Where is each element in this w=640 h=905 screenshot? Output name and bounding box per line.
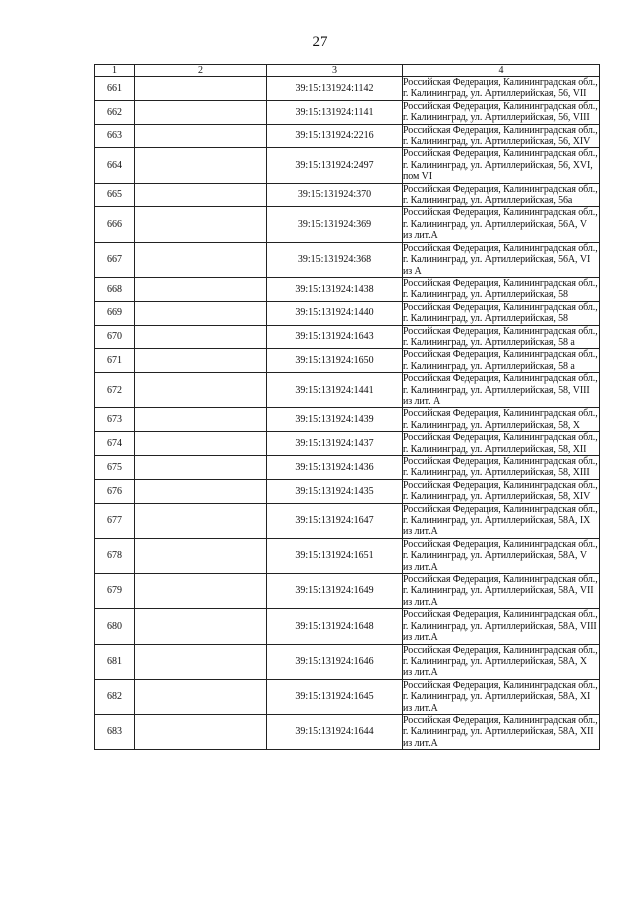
cadastral-number: 39:15:131924:1651 [267, 538, 403, 573]
cadastral-number: 39:15:131924:1438 [267, 277, 403, 301]
row-number: 677 [95, 503, 135, 538]
address-line: Российская Федерация, Калининградская обл., [403, 456, 598, 467]
address-line: г. Калининград, ул. Артиллерийская, 56, VIII [403, 112, 590, 124]
address-cell [403, 183, 600, 207]
address-line: г. Калининград, ул. Артиллерийская, 56А, VI [403, 254, 591, 266]
table-row [95, 574, 600, 609]
address-line: из лит.А [403, 596, 438, 608]
address-line: Российская Федерация, Калининградская обл., [403, 325, 598, 337]
empty-cell [135, 574, 267, 609]
table-row [95, 432, 600, 456]
cadastral-number: 39:15:131924:1142 [267, 77, 403, 101]
row-number: 678 [95, 538, 135, 573]
address-line: г. Калининград, ул. Артиллерийская, 58А, XI [403, 691, 591, 703]
address-cell [403, 503, 600, 538]
table-row [95, 100, 600, 124]
address-line: Российская Федерация, Калининградская обл., [403, 714, 598, 726]
address-cell [403, 301, 600, 325]
address-line: из А [403, 265, 422, 277]
table-header-row [95, 65, 600, 77]
empty-cell [135, 100, 267, 124]
address-line: Российская Федерация, Калининградская обл., [403, 301, 598, 313]
address-cell [403, 124, 600, 148]
cadastral-number: 39:15:131924:2216 [267, 124, 403, 148]
address-line: г. Калининград, ул. Артиллерийская, 58А, IX [403, 515, 591, 527]
address-cell [403, 538, 600, 573]
empty-cell [135, 325, 267, 349]
table-row [95, 503, 600, 538]
address-line: из лит.А [403, 526, 438, 538]
row-number: 667 [95, 242, 135, 277]
row-number: 676 [95, 479, 135, 503]
empty-cell [135, 538, 267, 573]
empty-cell [135, 479, 267, 503]
row-number: 666 [95, 207, 135, 242]
row-number: 661 [95, 77, 135, 101]
table-row [95, 479, 600, 503]
row-number: 681 [95, 644, 135, 679]
address-line: г. Калининград, ул. Артиллерийская, 58А, V [403, 550, 587, 562]
table-row [95, 301, 600, 325]
address-cell [403, 148, 600, 183]
address-cell [403, 207, 600, 242]
address-cell [403, 100, 600, 124]
empty-cell [135, 432, 267, 456]
empty-cell [135, 148, 267, 183]
cadastral-number: 39:15:131924:1435 [267, 479, 403, 503]
row-number: 679 [95, 574, 135, 609]
address-line: Российская Федерация, Калининградская обл., [403, 100, 598, 112]
empty-cell [135, 124, 267, 148]
table-row [95, 679, 600, 714]
table-row [95, 183, 600, 207]
cadastral-number: 39:15:131924:1437 [267, 432, 403, 456]
address-line: г. Калининград, ул. Артиллерийская, 58, VIII [403, 384, 590, 396]
address-line: г. Калининград, ул. Артиллерийская, 58А, XII [403, 726, 594, 738]
row-number: 683 [95, 714, 135, 749]
table-row [95, 408, 600, 432]
address-line: Российская Федерация, Калининградская обл., [403, 373, 598, 385]
address-line: Российская Федерация, Калининградская обл., [403, 574, 598, 586]
address-cell [403, 714, 600, 749]
address-cell [403, 408, 600, 432]
row-number: 663 [95, 124, 135, 148]
table-row [95, 325, 600, 349]
column-header-4: 4 [403, 65, 600, 77]
address-line: из лит.А [403, 737, 438, 749]
address-cell [403, 349, 600, 373]
address-line: г. Калининград, ул. Артиллерийская, 58 а [403, 336, 575, 348]
empty-cell [135, 207, 267, 242]
row-number: 671 [95, 349, 135, 373]
address-cell [403, 609, 600, 644]
cadastral-number: 39:15:131924:1141 [267, 100, 403, 124]
empty-cell [135, 242, 267, 277]
row-number: 674 [95, 432, 135, 456]
empty-cell [135, 714, 267, 749]
address-cell [403, 242, 600, 277]
empty-cell [135, 644, 267, 679]
address-line: г. Калининград, ул. Артиллерийская, 56, XVI, [403, 159, 593, 171]
address-cell [403, 432, 600, 456]
address-line: г. Калининград, ул. Артиллерийская, 58, XII [403, 443, 587, 455]
address-line: Российская Федерация, Калининградская обл., [403, 77, 598, 88]
column-header-3: 3 [267, 65, 403, 77]
empty-cell [135, 301, 267, 325]
address-cell [403, 77, 600, 101]
cadastral-number: 39:15:131924:1645 [267, 679, 403, 714]
address-line: из лит.А [403, 230, 438, 242]
table-row [95, 148, 600, 183]
address-line: пом VI [403, 171, 432, 183]
table-row [95, 373, 600, 408]
address-line: г. Калининград, ул. Артиллерийская, 58 [403, 289, 568, 301]
address-line: г. Калининград, ул. Артиллерийская, 58А, VIII [403, 620, 597, 632]
address-line: г. Калининград, ул. Артиллерийская, 56, XIV [403, 136, 591, 148]
table-row [95, 77, 600, 101]
cadastral-number: 39:15:131924:369 [267, 207, 403, 242]
address-line: г. Калининград, ул. Артиллерийская, 58 а [403, 360, 575, 372]
address-line: г. Калининград, ул. Артиллерийская, 58А, VII [403, 585, 594, 597]
table-row [95, 349, 600, 373]
row-number: 673 [95, 408, 135, 432]
address-line: Российская Федерация, Калининградская обл., [403, 538, 598, 550]
cadastral-number: 39:15:131924:1644 [267, 714, 403, 749]
address-cell [403, 644, 600, 679]
table-row [95, 277, 600, 301]
address-line: Российская Федерация, Калининградская обл., [403, 479, 598, 491]
row-number: 682 [95, 679, 135, 714]
table-row [95, 609, 600, 644]
address-line: Российская Федерация, Калининградская обл., [403, 242, 598, 254]
empty-cell [135, 408, 267, 432]
address-line: г. Калининград, ул. Артиллерийская, 56а [403, 195, 573, 207]
table-row [95, 644, 600, 679]
table-row [95, 456, 600, 480]
empty-cell [135, 77, 267, 101]
address-cell [403, 479, 600, 503]
address-cell [403, 456, 600, 480]
address-line: г. Калининград, ул. Артиллерийская, 58, XIV [403, 491, 591, 503]
address-line: из лит.А [403, 702, 438, 714]
address-line: г. Калининград, ул. Артиллерийская, 56А, V [403, 218, 587, 230]
cadastral-number: 39:15:131924:1441 [267, 373, 403, 408]
cadastral-number: 39:15:131924:1643 [267, 325, 403, 349]
row-number: 668 [95, 277, 135, 301]
address-line: г. Калининград, ул. Артиллерийская, 58А, X [403, 655, 587, 667]
cadastral-number: 39:15:131924:1439 [267, 408, 403, 432]
address-line: г. Калининград, ул. Артиллерийская, 58, X [403, 419, 580, 431]
empty-cell [135, 373, 267, 408]
address-line: Российская Федерация, Калининградская обл., [403, 277, 598, 289]
address-line: из лит. А [403, 395, 441, 407]
row-number: 672 [95, 373, 135, 408]
table-row [95, 124, 600, 148]
cadastral-number: 39:15:131924:1647 [267, 503, 403, 538]
table-row [95, 538, 600, 573]
cadastral-number: 39:15:131924:1650 [267, 349, 403, 373]
row-number: 664 [95, 148, 135, 183]
row-number: 670 [95, 325, 135, 349]
address-line: из лит.А [403, 667, 438, 679]
address-line: Российская Федерация, Калининградская обл., [403, 408, 598, 420]
empty-cell [135, 679, 267, 714]
address-line: Российская Федерация, Калининградская обл., [403, 124, 598, 136]
address-line: Российская Федерация, Калининградская обл., [403, 349, 598, 361]
empty-cell [135, 277, 267, 301]
address-line: Российская Федерация, Калининградская обл., [403, 503, 598, 515]
cadastral-number: 39:15:131924:1440 [267, 301, 403, 325]
row-number: 675 [95, 456, 135, 480]
address-line: Российская Федерация, Калининградская обл., [403, 183, 598, 195]
empty-cell [135, 349, 267, 373]
address-cell [403, 373, 600, 408]
row-number: 662 [95, 100, 135, 124]
column-header-2: 2 [135, 65, 267, 77]
cadastral-number: 39:15:131924:1648 [267, 609, 403, 644]
address-line: Российская Федерация, Калининградская обл., [403, 207, 598, 219]
address-line: г. Калининград, ул. Артиллерийская, 58 [403, 313, 568, 325]
cadastral-number: 39:15:131924:2497 [267, 148, 403, 183]
address-line: г. Калининград, ул. Артиллерийская, 56, VII [403, 88, 587, 100]
table-row [95, 714, 600, 749]
address-line: г. Калининград, ул. Артиллерийская, 58, XIII [403, 467, 590, 479]
row-number: 669 [95, 301, 135, 325]
cadastral-number: 39:15:131924:1436 [267, 456, 403, 480]
address-cell [403, 277, 600, 301]
address-line: Российская Федерация, Калининградская обл., [403, 609, 598, 621]
cadastral-number: 39:15:131924:1649 [267, 574, 403, 609]
table-body [95, 77, 600, 750]
property-registry-table [94, 64, 600, 750]
page-number: 27 [312, 34, 328, 50]
cadastral-number: 39:15:131924:1646 [267, 644, 403, 679]
column-header-1: 1 [95, 65, 135, 77]
row-number: 680 [95, 609, 135, 644]
empty-cell [135, 503, 267, 538]
address-line: из лит.А [403, 632, 438, 644]
address-line: Российская Федерация, Калининградская обл., [403, 148, 598, 160]
address-line: Российская Федерация, Калининградская обл., [403, 432, 598, 444]
empty-cell [135, 183, 267, 207]
empty-cell [135, 609, 267, 644]
address-line: Российская Федерация, Калининградская обл., [403, 644, 598, 656]
address-cell [403, 679, 600, 714]
cadastral-number: 39:15:131924:370 [267, 183, 403, 207]
address-cell [403, 325, 600, 349]
row-number: 665 [95, 183, 135, 207]
table-row [95, 242, 600, 277]
cadastral-number: 39:15:131924:368 [267, 242, 403, 277]
address-line: из лит.А [403, 561, 438, 573]
address-line: Российская Федерация, Калининградская обл., [403, 679, 598, 691]
table-row [95, 207, 600, 242]
address-cell [403, 574, 600, 609]
empty-cell [135, 456, 267, 480]
